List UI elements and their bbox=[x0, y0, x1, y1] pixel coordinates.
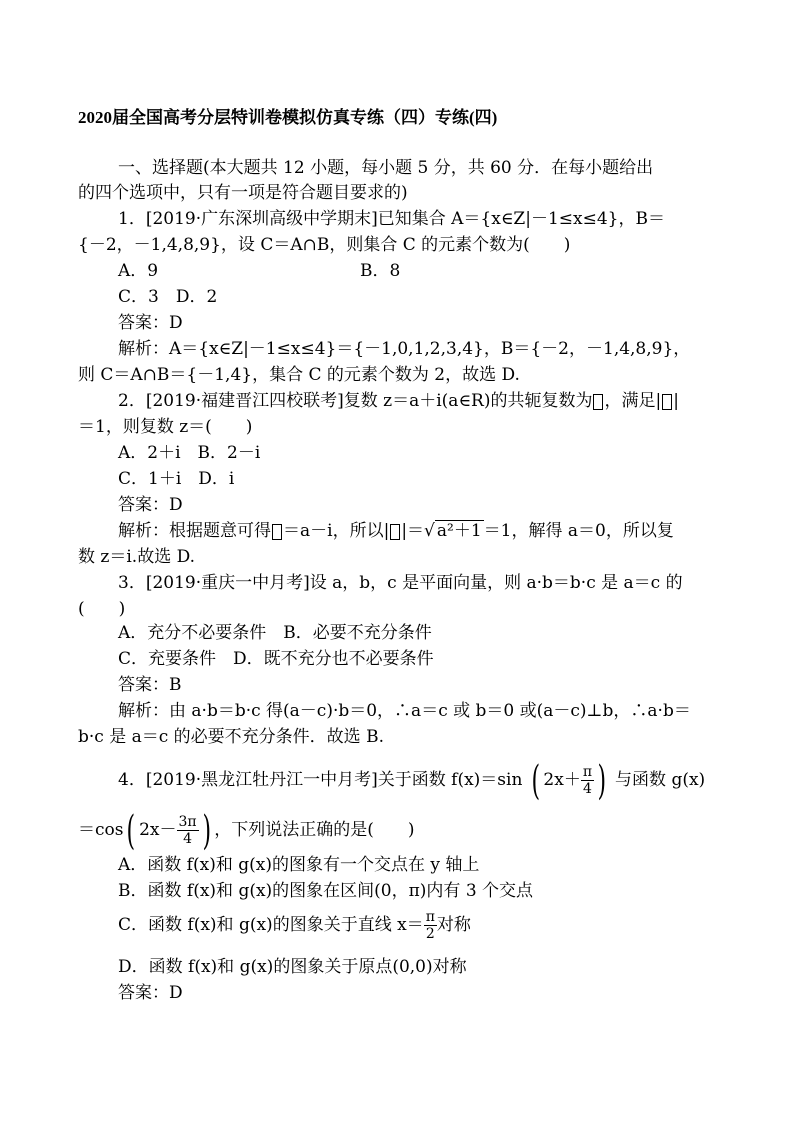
q2-analysis bbox=[118, 519, 674, 543]
q3-stem-cont: ( ) bbox=[78, 599, 126, 619]
q2-analysis-part1: 解析：根据题意可得 bbox=[118, 521, 271, 541]
q2-stem-part2: ，满足| bbox=[604, 391, 662, 411]
right-paren: ) bbox=[202, 807, 211, 854]
q4-cos-arg: 2x－ bbox=[139, 820, 177, 840]
q1-option-cd: C．3 D．2 bbox=[118, 287, 218, 307]
q4-sin-arg: 2x＋ bbox=[543, 770, 581, 790]
sqrt-symbol: √ bbox=[424, 521, 435, 541]
conjugate-symbol bbox=[593, 394, 603, 410]
q4-stem-part4: ，下列说法正确的是( ) bbox=[214, 820, 415, 840]
q2-option-cd: C．1＋i D．i bbox=[118, 469, 235, 489]
q4-option-b: B．函数 f(x)和 g(x)的图象在区间(0，π)内有 3 个交点 bbox=[118, 881, 534, 901]
fraction-denominator: 4 bbox=[582, 781, 592, 797]
q2-stem-part1: 2．[2019·福建晋江四校联考]复数 z＝a＋i(a∈R)的共轭复数为 bbox=[118, 391, 593, 411]
q4-option-c-part1: C．函数 f(x)和 g(x)的图象关于直线 x＝ bbox=[118, 915, 424, 935]
fraction bbox=[581, 764, 594, 797]
section-header: 一、选择题(本大题共 12 小题，每小题 5 分，共 60 分．在每小题给出 bbox=[118, 158, 654, 178]
q3-option-ab: A．充分不必要条件 B．必要不充分条件 bbox=[118, 623, 432, 643]
right-paren: ) bbox=[597, 757, 607, 804]
document-title: 2020届全国高考分层特训卷模拟仿真专练（四）专练(四) bbox=[78, 108, 498, 127]
q2-analysis-cont: 数 z＝i.故选 D. bbox=[78, 547, 196, 567]
q4-stem-cont bbox=[78, 805, 414, 855]
q4-stem-part2: 与函数 g(x) bbox=[615, 770, 706, 790]
section-header-cont: 的四个选项中，只有一项是符合题目要求的) bbox=[78, 183, 408, 203]
q1-stem-cont: {－2，－1,4,8,9}，设 C＝A∩B，则集合 C 的元素个数为( ) bbox=[78, 235, 571, 255]
sqrt-radicand: a²＋1 bbox=[436, 521, 482, 541]
q1-analysis: 解析：A＝{x∈Z|－1≤x≤4}＝{－1,0,1,2,3,4}，B＝{－2，－1,4,8,9}， bbox=[118, 339, 691, 359]
q4-stem-part1: 4．[2019·黑龙江牡丹江一中月考]关于函数 f(x)＝sin bbox=[118, 770, 523, 790]
q1-stem: 1．[2019·广东深圳高级中学期末]已知集合 A＝{x∈Z|－1≤x≤4}，B＝ bbox=[118, 209, 665, 229]
q4-option-c bbox=[118, 905, 471, 945]
q2-analysis-part3: |＝ bbox=[401, 521, 425, 541]
fraction bbox=[177, 814, 199, 847]
q4-answer: 答案：D bbox=[118, 983, 183, 1003]
left-paren: ( bbox=[126, 807, 136, 854]
q2-stem-cont: ＝1，则复数 z＝( ) bbox=[78, 417, 253, 437]
q4-stem bbox=[118, 755, 705, 805]
q1-option-b: B．8 bbox=[360, 261, 401, 281]
q2-option-ab: A．2＋i B．2－i bbox=[118, 443, 261, 463]
fraction-denominator: 2 bbox=[425, 926, 435, 942]
q3-option-cd: C．充要条件 D．既不充分也不必要条件 bbox=[118, 649, 434, 669]
conjugate-symbol bbox=[272, 524, 282, 540]
fraction-numerator: 3π bbox=[178, 814, 197, 830]
q1-answer: 答案：D bbox=[118, 313, 183, 333]
q4-option-a: A．函数 f(x)和 g(x)的图象有一个交点在 y 轴上 bbox=[118, 855, 480, 875]
q2-answer: 答案：D bbox=[118, 495, 183, 515]
left-paren: ( bbox=[531, 757, 540, 804]
q4-option-d: D．函数 f(x)和 g(x)的图象关于原点(0,0)对称 bbox=[118, 957, 467, 977]
q2-stem bbox=[118, 389, 679, 413]
fraction-numerator: π bbox=[425, 909, 435, 925]
q3-answer: 答案：B bbox=[118, 675, 182, 695]
conjugate-symbol bbox=[662, 394, 672, 410]
q3-analysis-cont: b·c 是 a＝c 的必要不充分条件．故选 B. bbox=[78, 727, 384, 747]
q2-analysis-part4: ＝1，解得 a＝0，所以复 bbox=[483, 521, 674, 541]
q1-analysis-cont: 则 C＝A∩B＝{－1,4}，集合 C 的元素个数为 2，故选 D. bbox=[78, 365, 520, 385]
fraction-denominator: 4 bbox=[183, 831, 193, 847]
q2-stem-part3: | bbox=[673, 391, 679, 411]
q4-option-c-part2: 对称 bbox=[436, 915, 471, 935]
conjugate-symbol bbox=[390, 524, 400, 540]
fraction bbox=[424, 909, 437, 942]
q1-option-a: A．9 bbox=[118, 261, 159, 281]
q4-stem-part3: ＝cos bbox=[78, 820, 124, 840]
q3-analysis: 解析：由 a·b＝b·c 得(a－c)·b＝0，∴a＝c 或 b＝0 或(a－c)⊥b，∴a·b＝ bbox=[118, 701, 691, 721]
q2-analysis-part2: ＝a－i，所以| bbox=[283, 521, 390, 541]
q3-stem: 3．[2019·重庆一中月考]设 a，b，c 是平面向量，则 a·b＝b·c 是 a＝c 的 bbox=[118, 573, 683, 593]
fraction-numerator: π bbox=[582, 764, 593, 780]
